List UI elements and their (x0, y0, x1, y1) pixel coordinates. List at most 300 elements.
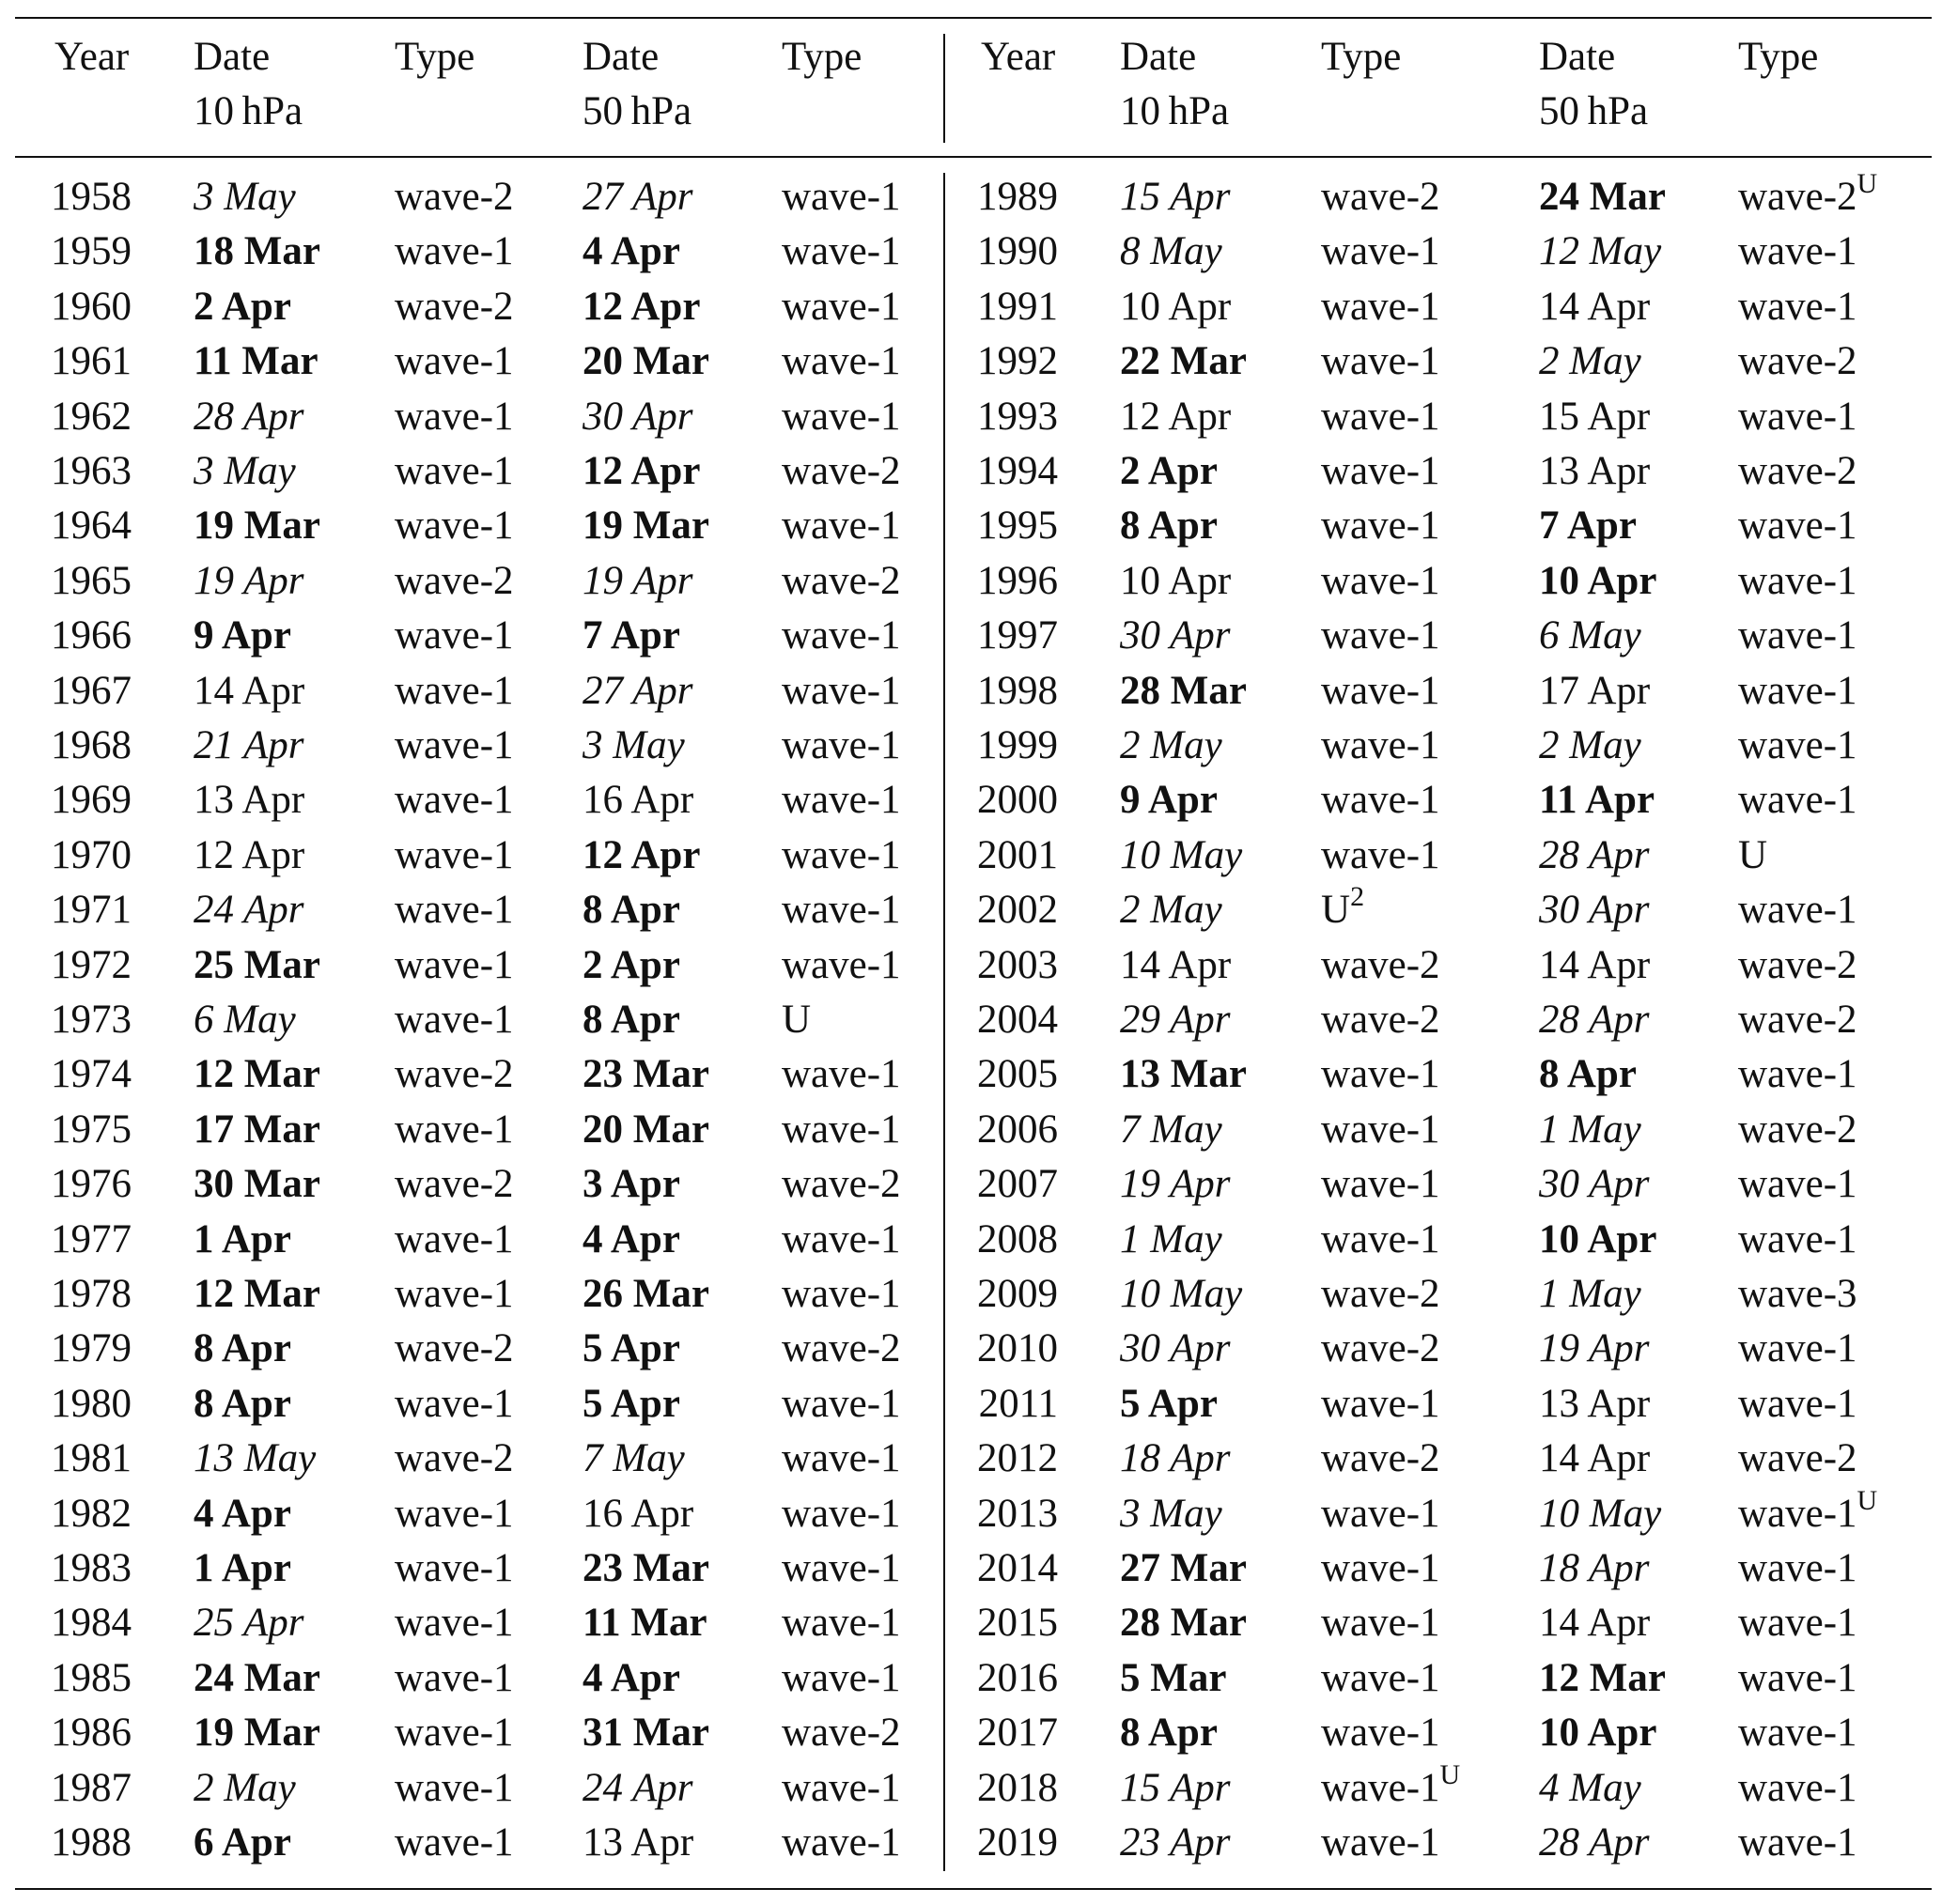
year-cell: 2016 (977, 1655, 1058, 1700)
type-50hpa-cell: wave-1 (782, 503, 901, 549)
date-50hpa-cell: 4 May (1539, 1765, 1641, 1810)
year-cell: 1996 (977, 558, 1058, 603)
year-cell: 1961 (51, 339, 132, 384)
type-50hpa-cell: wave-$2^U$ (1738, 168, 1878, 219)
type-10hpa-cell: wave-1 (1321, 449, 1440, 493)
year-cell: 1979 (51, 1326, 132, 1371)
date-50hpa-cell: 12 May (1539, 229, 1662, 274)
year-cell: 1966 (51, 613, 132, 658)
type-10hpa-cell: wave-1 (1321, 832, 1440, 877)
date-10hpa-cell: 8 Apr (194, 1326, 291, 1371)
year-cell: 1984 (51, 1601, 132, 1646)
date-10hpa-cell: 3 May (1120, 1491, 1222, 1536)
year-cell: 1998 (977, 668, 1058, 713)
type-10hpa-cell: wave-1 (1321, 558, 1440, 603)
type-50hpa-cell: wave-1 (782, 613, 901, 658)
type-10hpa-cell: wave-1 (395, 503, 514, 549)
date-50hpa-cell: 19 Mar (583, 503, 709, 549)
date-10hpa-cell: 28 Mar (1120, 1601, 1247, 1646)
date-10hpa-cell: 29 Apr (1120, 998, 1231, 1042)
date-10hpa-cell: 10 May (1120, 1272, 1243, 1316)
date-50hpa-cell: 7 May (583, 1436, 685, 1481)
type-10hpa-cell: wave-1 (395, 229, 514, 274)
year-cell: 1968 (51, 723, 132, 767)
type-50hpa-cell: wave-1 (1738, 1216, 1857, 1262)
date-10hpa-cell: 18 Apr (1120, 1436, 1231, 1481)
header-type-10hpa-right: Type (1321, 35, 1402, 79)
type-10hpa-cell: wave-1 (1321, 1052, 1440, 1097)
type-50hpa-cell: wave-1 (782, 1820, 901, 1865)
date-10hpa-cell: 30 Mar (194, 1162, 320, 1207)
date-50hpa-cell: 14 Apr (1539, 1601, 1651, 1646)
type-50hpa-cell: wave-1 (782, 1765, 901, 1810)
type-10hpa-cell: $U^2$ (1321, 881, 1365, 933)
type-10hpa-cell: wave-2 (1321, 942, 1440, 987)
date-50hpa-cell: 10 May (1539, 1491, 1662, 1536)
year-cell: 2004 (977, 998, 1058, 1042)
type-10hpa-cell: wave-1 (1321, 1107, 1440, 1152)
date-10hpa-cell: 11 Mar (194, 339, 318, 384)
date-10hpa-cell: 1 Apr (194, 1546, 291, 1590)
date-10hpa-cell: 12 Apr (194, 832, 305, 877)
year-cell: 2007 (977, 1162, 1058, 1207)
type-10hpa-cell: wave-1 (1321, 1711, 1440, 1756)
type-50hpa-cell: wave-1 (782, 1381, 901, 1426)
type-50hpa-cell: wave-1 (1738, 1381, 1857, 1426)
date-10hpa-cell: 5 Mar (1120, 1655, 1227, 1700)
header-year-left: Year (54, 35, 130, 79)
type-50hpa-cell: wave-1 (1738, 229, 1857, 274)
type-10hpa-cell: wave-2 (1321, 1272, 1440, 1316)
type-10hpa-cell: wave-1 (395, 1272, 514, 1316)
date-50hpa-cell: 10 Apr (1539, 1711, 1657, 1756)
type-50hpa-cell: wave-1 (782, 1107, 901, 1152)
date-50hpa-cell: 8 Apr (583, 888, 680, 933)
year-cell: 1995 (977, 503, 1058, 549)
type-10hpa-cell: wave-1 (395, 449, 514, 493)
year-cell: 1959 (51, 229, 132, 274)
type-50hpa-cell: wave-1 (782, 339, 901, 384)
year-cell: 1992 (977, 339, 1058, 384)
year-cell: 1978 (51, 1272, 132, 1316)
date-10hpa-cell: 12 Mar (194, 1052, 320, 1097)
header-type-10hpa-left: Type (395, 35, 475, 79)
type-10hpa-cell: wave-2 (1321, 998, 1440, 1042)
type-10hpa-cell: wave-1 (395, 613, 514, 658)
type-50hpa-cell: wave-1 (782, 175, 901, 219)
type-10hpa-cell: wave-2 (395, 284, 514, 329)
type-10hpa-cell: wave-1 (395, 1381, 514, 1426)
type-10hpa-cell: wave-$1^U$ (1321, 1758, 1461, 1810)
date-50hpa-cell: 2 Apr (583, 942, 680, 987)
header-date-50hpa-left: Date 50 hPa (583, 35, 692, 133)
type-10hpa-cell: wave-2 (395, 1326, 514, 1371)
date-50hpa-cell: 28 Apr (1539, 998, 1650, 1042)
type-50hpa-cell: wave-2 (1738, 1107, 1857, 1152)
type-50hpa-cell: U (1738, 832, 1768, 877)
footnote-marker: U (1857, 1484, 1878, 1516)
date-10hpa-cell: 19 Mar (194, 1711, 320, 1756)
type-10hpa-cell: wave-1 (395, 1601, 514, 1646)
year-cell: 1975 (51, 1107, 132, 1152)
type-50hpa-cell: wave-1 (782, 1601, 901, 1646)
year-cell: 2018 (977, 1765, 1058, 1810)
date-10hpa-cell: 10 May (1120, 832, 1243, 877)
date-50hpa-cell: 12 Apr (583, 284, 701, 329)
year-cell: 2013 (977, 1491, 1058, 1536)
year-cell: 1958 (51, 175, 132, 219)
type-10hpa-cell: wave-1 (1321, 778, 1440, 823)
type-50hpa-cell: wave-3 (1738, 1272, 1857, 1316)
date-10hpa-cell: 9 Apr (194, 613, 291, 658)
year-cell: 1967 (51, 668, 132, 713)
type-10hpa-cell: wave-1 (395, 888, 514, 933)
date-50hpa-cell: 13 Apr (583, 1820, 694, 1865)
year-cell: 1993 (977, 394, 1058, 439)
type-50hpa-cell: wave-2 (782, 558, 901, 603)
type-10hpa-cell: wave-1 (395, 668, 514, 713)
date-50hpa-cell: 24 Mar (1539, 175, 1666, 219)
date-50hpa-cell: 11 Mar (583, 1601, 707, 1646)
type-50hpa-cell: wave-1 (782, 284, 901, 329)
type-50hpa-cell: wave-2 (1738, 942, 1857, 987)
date-50hpa-cell: 13 Apr (1539, 1381, 1651, 1426)
type-50hpa-cell: wave-1 (1738, 394, 1857, 439)
date-10hpa-cell: 15 Apr (1120, 175, 1231, 219)
date-10hpa-cell: 7 May (1120, 1107, 1222, 1152)
type-10hpa-cell: wave-1 (1321, 284, 1440, 329)
type-50hpa-cell: wave-1 (782, 1272, 901, 1316)
type-50hpa-cell: wave-2 (782, 1162, 901, 1207)
type-50hpa-cell: wave-1 (1738, 558, 1857, 603)
body-column-divider (943, 173, 945, 1871)
type-50hpa-cell: wave-2 (1738, 1436, 1857, 1481)
type-10hpa-cell: wave-2 (1321, 175, 1440, 219)
year-cell: 2003 (977, 942, 1058, 987)
date-50hpa-cell: 4 Apr (583, 229, 680, 274)
type-50hpa-cell: wave-1 (1738, 888, 1857, 933)
year-cell: 1963 (51, 449, 132, 493)
date-10hpa-cell: 25 Mar (194, 942, 320, 987)
type-50hpa-cell: wave-1 (782, 1546, 901, 1590)
date-10hpa-cell: 1 Apr (194, 1216, 291, 1262)
type-50hpa-cell: wave-1 (782, 778, 901, 823)
header-date-10hpa-right: Date 10 hPa (1120, 35, 1230, 133)
date-50hpa-cell: 15 Apr (1539, 394, 1651, 439)
type-10hpa-cell: wave-1 (1321, 229, 1440, 274)
date-10hpa-cell: 30 Apr (1120, 613, 1231, 658)
date-50hpa-cell: 3 Apr (583, 1162, 680, 1207)
date-10hpa-cell: 6 May (194, 998, 296, 1042)
type-50hpa-cell: wave-1 (1738, 778, 1857, 823)
date-10hpa-cell: 13 Apr (194, 778, 305, 823)
type-10hpa-cell: wave-2 (1321, 1436, 1440, 1481)
type-10hpa-cell: wave-1 (395, 339, 514, 384)
year-cell: 1987 (51, 1765, 132, 1810)
year-cell: 2001 (977, 832, 1058, 877)
date-50hpa-cell: 20 Mar (583, 339, 709, 384)
date-50hpa-cell: 30 Apr (583, 394, 693, 439)
type-50hpa-cell: wave-2 (782, 449, 901, 493)
type-50hpa-cell: wave-1 (782, 1216, 901, 1262)
date-10hpa-cell: 3 May (194, 175, 296, 219)
date-50hpa-cell: 6 May (1539, 613, 1641, 658)
type-10hpa-cell: wave-2 (395, 1436, 514, 1481)
type-10hpa-cell: wave-1 (395, 1820, 514, 1865)
type-50hpa-cell: wave-1 (1738, 1601, 1857, 1646)
date-10hpa-cell: 8 May (1120, 229, 1222, 274)
year-cell: 2014 (977, 1546, 1058, 1590)
type-50hpa-cell: wave-1 (1738, 613, 1857, 658)
type-50hpa-cell: wave-1 (782, 668, 901, 713)
type-10hpa-cell: wave-2 (1321, 1326, 1440, 1371)
type-50hpa-cell: wave-1 (1738, 1711, 1857, 1756)
date-50hpa-cell: 19 Apr (583, 558, 693, 603)
date-10hpa-cell: 19 Apr (194, 558, 304, 603)
year-cell: 1972 (51, 942, 132, 987)
type-10hpa-cell: wave-1 (395, 1711, 514, 1756)
year-cell: 1989 (977, 175, 1058, 219)
date-50hpa-cell: 8 Apr (583, 998, 680, 1042)
date-10hpa-cell: 19 Apr (1120, 1162, 1231, 1207)
date-50hpa-cell: 16 Apr (583, 778, 694, 823)
date-50hpa-cell: 7 Apr (1539, 503, 1637, 549)
type-50hpa-cell: wave-1 (1738, 284, 1857, 329)
type-50hpa-cell: U (782, 998, 812, 1042)
year-cell: 1960 (51, 284, 132, 329)
date-10hpa-cell: 25 Apr (194, 1601, 304, 1646)
footnote-marker: U (1439, 1758, 1461, 1790)
year-cell: 1964 (51, 503, 132, 549)
year-cell: 2011 (978, 1381, 1058, 1426)
footnote-marker: 2 (1350, 881, 1365, 913)
date-50hpa-cell: 24 Apr (583, 1765, 693, 1810)
date-50hpa-cell: 7 Apr (583, 613, 680, 658)
date-10hpa-cell: 2 May (1120, 888, 1222, 933)
date-10hpa-cell: 8 Apr (194, 1381, 291, 1426)
type-50hpa-cell: wave-1 (782, 1655, 901, 1700)
type-10hpa-cell: wave-1 (1321, 668, 1440, 713)
header-date-50hpa-right: Date 50 hPa (1539, 35, 1649, 133)
date-50hpa-cell: 14 Apr (1539, 942, 1651, 987)
date-50hpa-cell: 4 Apr (583, 1216, 680, 1262)
date-50hpa-cell: 26 Mar (583, 1272, 709, 1316)
type-10hpa-cell: wave-1 (395, 1655, 514, 1700)
type-10hpa-cell: wave-1 (1321, 394, 1440, 439)
date-50hpa-cell: 17 Apr (1539, 668, 1651, 713)
date-10hpa-cell: 2 Apr (1120, 449, 1218, 493)
type-50hpa-cell: wave-1 (782, 229, 901, 274)
year-cell: 1973 (51, 998, 132, 1042)
header-date-10hpa-left: Date 10 hPa (194, 35, 303, 133)
type-50hpa-cell: wave-1 (782, 1052, 901, 1097)
header-type-50hpa-right: Type (1738, 35, 1819, 79)
year-cell: 1994 (977, 449, 1058, 493)
type-10hpa-cell: wave-1 (1321, 613, 1440, 658)
date-10hpa-cell: 1 May (1120, 1216, 1222, 1262)
date-10hpa-cell: 2 Apr (194, 284, 291, 329)
type-50hpa-cell: wave-$1^U$ (1738, 1484, 1878, 1536)
date-10hpa-cell: 17 Mar (194, 1107, 320, 1152)
type-10hpa-cell: wave-2 (395, 1162, 514, 1207)
type-50hpa-cell: wave-2 (1738, 449, 1857, 493)
year-cell: 1985 (51, 1655, 132, 1700)
top-rule (15, 17, 1932, 19)
date-50hpa-cell: 28 Apr (1539, 1820, 1650, 1865)
year-cell: 1981 (51, 1436, 132, 1481)
type-10hpa-cell: wave-2 (395, 1052, 514, 1097)
type-50hpa-cell: wave-1 (782, 942, 901, 987)
type-50hpa-cell: wave-2 (782, 1711, 901, 1756)
year-cell: 1962 (51, 394, 132, 439)
date-50hpa-cell: 8 Apr (1539, 1052, 1637, 1097)
date-50hpa-cell: 1 May (1539, 1107, 1641, 1152)
type-10hpa-cell: wave-1 (1321, 1820, 1440, 1865)
year-cell: 1977 (51, 1216, 132, 1262)
date-10hpa-cell: 22 Mar (1120, 339, 1247, 384)
type-50hpa-cell: wave-1 (1738, 503, 1857, 549)
type-50hpa-cell: wave-1 (782, 888, 901, 933)
year-cell: 2019 (977, 1820, 1058, 1865)
date-50hpa-cell: 11 Apr (1539, 778, 1655, 823)
date-50hpa-cell: 19 Apr (1539, 1326, 1650, 1371)
type-50hpa-cell: wave-2 (782, 1326, 901, 1371)
year-cell: 1980 (51, 1381, 132, 1426)
date-50hpa-cell: 2 May (1539, 339, 1641, 384)
header-column-divider (943, 34, 945, 143)
date-10hpa-cell: 21 Apr (194, 723, 304, 767)
date-50hpa-cell: 31 Mar (583, 1711, 709, 1756)
type-10hpa-cell: wave-1 (1321, 1655, 1440, 1700)
date-50hpa-cell: 16 Apr (583, 1491, 694, 1536)
year-cell: 2010 (977, 1326, 1058, 1371)
type-10hpa-cell: wave-1 (395, 1546, 514, 1590)
date-50hpa-cell: 12 Apr (583, 832, 701, 877)
year-cell: 2012 (977, 1436, 1058, 1481)
year-cell: 1990 (977, 229, 1058, 274)
type-50hpa-cell: wave-1 (1738, 1052, 1857, 1097)
type-50hpa-cell: wave-1 (1738, 1162, 1857, 1207)
type-50hpa-cell: wave-1 (1738, 1655, 1857, 1700)
date-10hpa-cell: 10 Apr (1120, 558, 1232, 603)
year-cell: 1997 (977, 613, 1058, 658)
date-10hpa-cell: 8 Apr (1120, 1711, 1218, 1756)
date-50hpa-cell: 10 Apr (1539, 558, 1657, 603)
type-10hpa-cell: wave-1 (395, 1491, 514, 1536)
year-cell: 2006 (977, 1107, 1058, 1152)
date-50hpa-cell: 23 Mar (583, 1546, 709, 1590)
year-cell: 1999 (977, 723, 1058, 767)
type-10hpa-cell: wave-1 (1321, 503, 1440, 549)
header-type-50hpa-left: Type (782, 35, 862, 79)
date-50hpa-cell: 12 Mar (1539, 1655, 1666, 1700)
date-50hpa-cell: 14 Apr (1539, 284, 1651, 329)
date-50hpa-cell: 12 Apr (583, 449, 701, 493)
type-10hpa-cell: wave-2 (395, 175, 514, 219)
year-cell: 2017 (977, 1711, 1058, 1756)
date-50hpa-cell: 27 Apr (583, 668, 693, 713)
date-50hpa-cell: 5 Apr (583, 1326, 680, 1371)
type-10hpa-cell: wave-1 (395, 394, 514, 439)
year-cell: 1965 (51, 558, 132, 603)
date-10hpa-cell: 15 Apr (1120, 1765, 1231, 1810)
date-10hpa-cell: 9 Apr (1120, 778, 1218, 823)
date-10hpa-cell: 10 Apr (1120, 284, 1232, 329)
date-10hpa-cell: 14 Apr (1120, 942, 1232, 987)
date-10hpa-cell: 6 Apr (194, 1820, 291, 1865)
type-10hpa-cell: wave-1 (1321, 1491, 1440, 1536)
type-50hpa-cell: wave-1 (782, 832, 901, 877)
date-10hpa-cell: 14 Apr (194, 668, 305, 713)
type-10hpa-cell: wave-1 (395, 723, 514, 767)
date-50hpa-cell: 4 Apr (583, 1655, 680, 1700)
date-10hpa-cell: 3 May (194, 449, 296, 493)
year-cell: 1983 (51, 1546, 132, 1590)
header-rule (15, 156, 1932, 158)
header-year-right: Year (981, 35, 1056, 79)
date-50hpa-cell: 10 Apr (1539, 1216, 1657, 1262)
date-10hpa-cell: 27 Mar (1120, 1546, 1247, 1590)
type-10hpa-cell: wave-1 (395, 1107, 514, 1152)
type-10hpa-cell: wave-1 (395, 942, 514, 987)
date-10hpa-cell: 2 May (1120, 723, 1222, 767)
date-10hpa-cell: 13 May (194, 1436, 317, 1481)
type-10hpa-cell: wave-1 (395, 832, 514, 877)
date-50hpa-cell: 18 Apr (1539, 1546, 1650, 1590)
type-10hpa-cell: wave-1 (395, 1216, 514, 1262)
year-cell: 1988 (51, 1820, 132, 1865)
type-10hpa-cell: wave-1 (1321, 723, 1440, 767)
date-10hpa-cell: 24 Mar (194, 1655, 320, 1700)
date-10hpa-cell: 2 May (194, 1765, 296, 1810)
type-10hpa-cell: wave-1 (395, 1765, 514, 1810)
year-cell: 1976 (51, 1162, 132, 1207)
date-10hpa-cell: 23 Apr (1120, 1820, 1231, 1865)
date-50hpa-cell: 1 May (1539, 1272, 1641, 1316)
date-10hpa-cell: 12 Apr (1120, 394, 1232, 439)
type-10hpa-cell: wave-1 (1321, 1216, 1440, 1262)
date-50hpa-cell: 20 Mar (583, 1107, 709, 1152)
date-50hpa-cell: 2 May (1539, 723, 1641, 767)
date-50hpa-cell: 3 May (583, 723, 685, 767)
year-cell: 1982 (51, 1491, 132, 1536)
date-50hpa-cell: 30 Apr (1539, 888, 1650, 933)
year-cell: 1974 (51, 1052, 132, 1097)
date-10hpa-cell: 13 Mar (1120, 1052, 1247, 1097)
type-50hpa-cell: wave-1 (1738, 1546, 1857, 1590)
date-50hpa-cell: 14 Apr (1539, 1436, 1651, 1481)
year-cell: 2000 (977, 778, 1058, 823)
date-10hpa-cell: 5 Apr (1120, 1381, 1218, 1426)
year-cell: 2008 (977, 1216, 1058, 1262)
type-50hpa-cell: wave-1 (782, 723, 901, 767)
footnote-marker: U (1857, 168, 1878, 199)
type-10hpa-cell: wave-2 (395, 558, 514, 603)
type-10hpa-cell: wave-1 (1321, 1381, 1440, 1426)
date-10hpa-cell: 28 Apr (194, 394, 304, 439)
date-50hpa-cell: 30 Apr (1539, 1162, 1650, 1207)
date-50hpa-cell: 5 Apr (583, 1381, 680, 1426)
date-50hpa-cell: 28 Apr (1539, 832, 1650, 877)
year-cell: 1991 (977, 284, 1058, 329)
year-cell: 1969 (51, 778, 132, 823)
type-50hpa-cell: wave-1 (782, 394, 901, 439)
year-cell: 1986 (51, 1711, 132, 1756)
year-cell: 2002 (977, 888, 1058, 933)
date-10hpa-cell: 4 Apr (194, 1491, 291, 1536)
date-10hpa-cell: 28 Mar (1120, 668, 1247, 713)
type-50hpa-cell: wave-1 (1738, 1326, 1857, 1371)
